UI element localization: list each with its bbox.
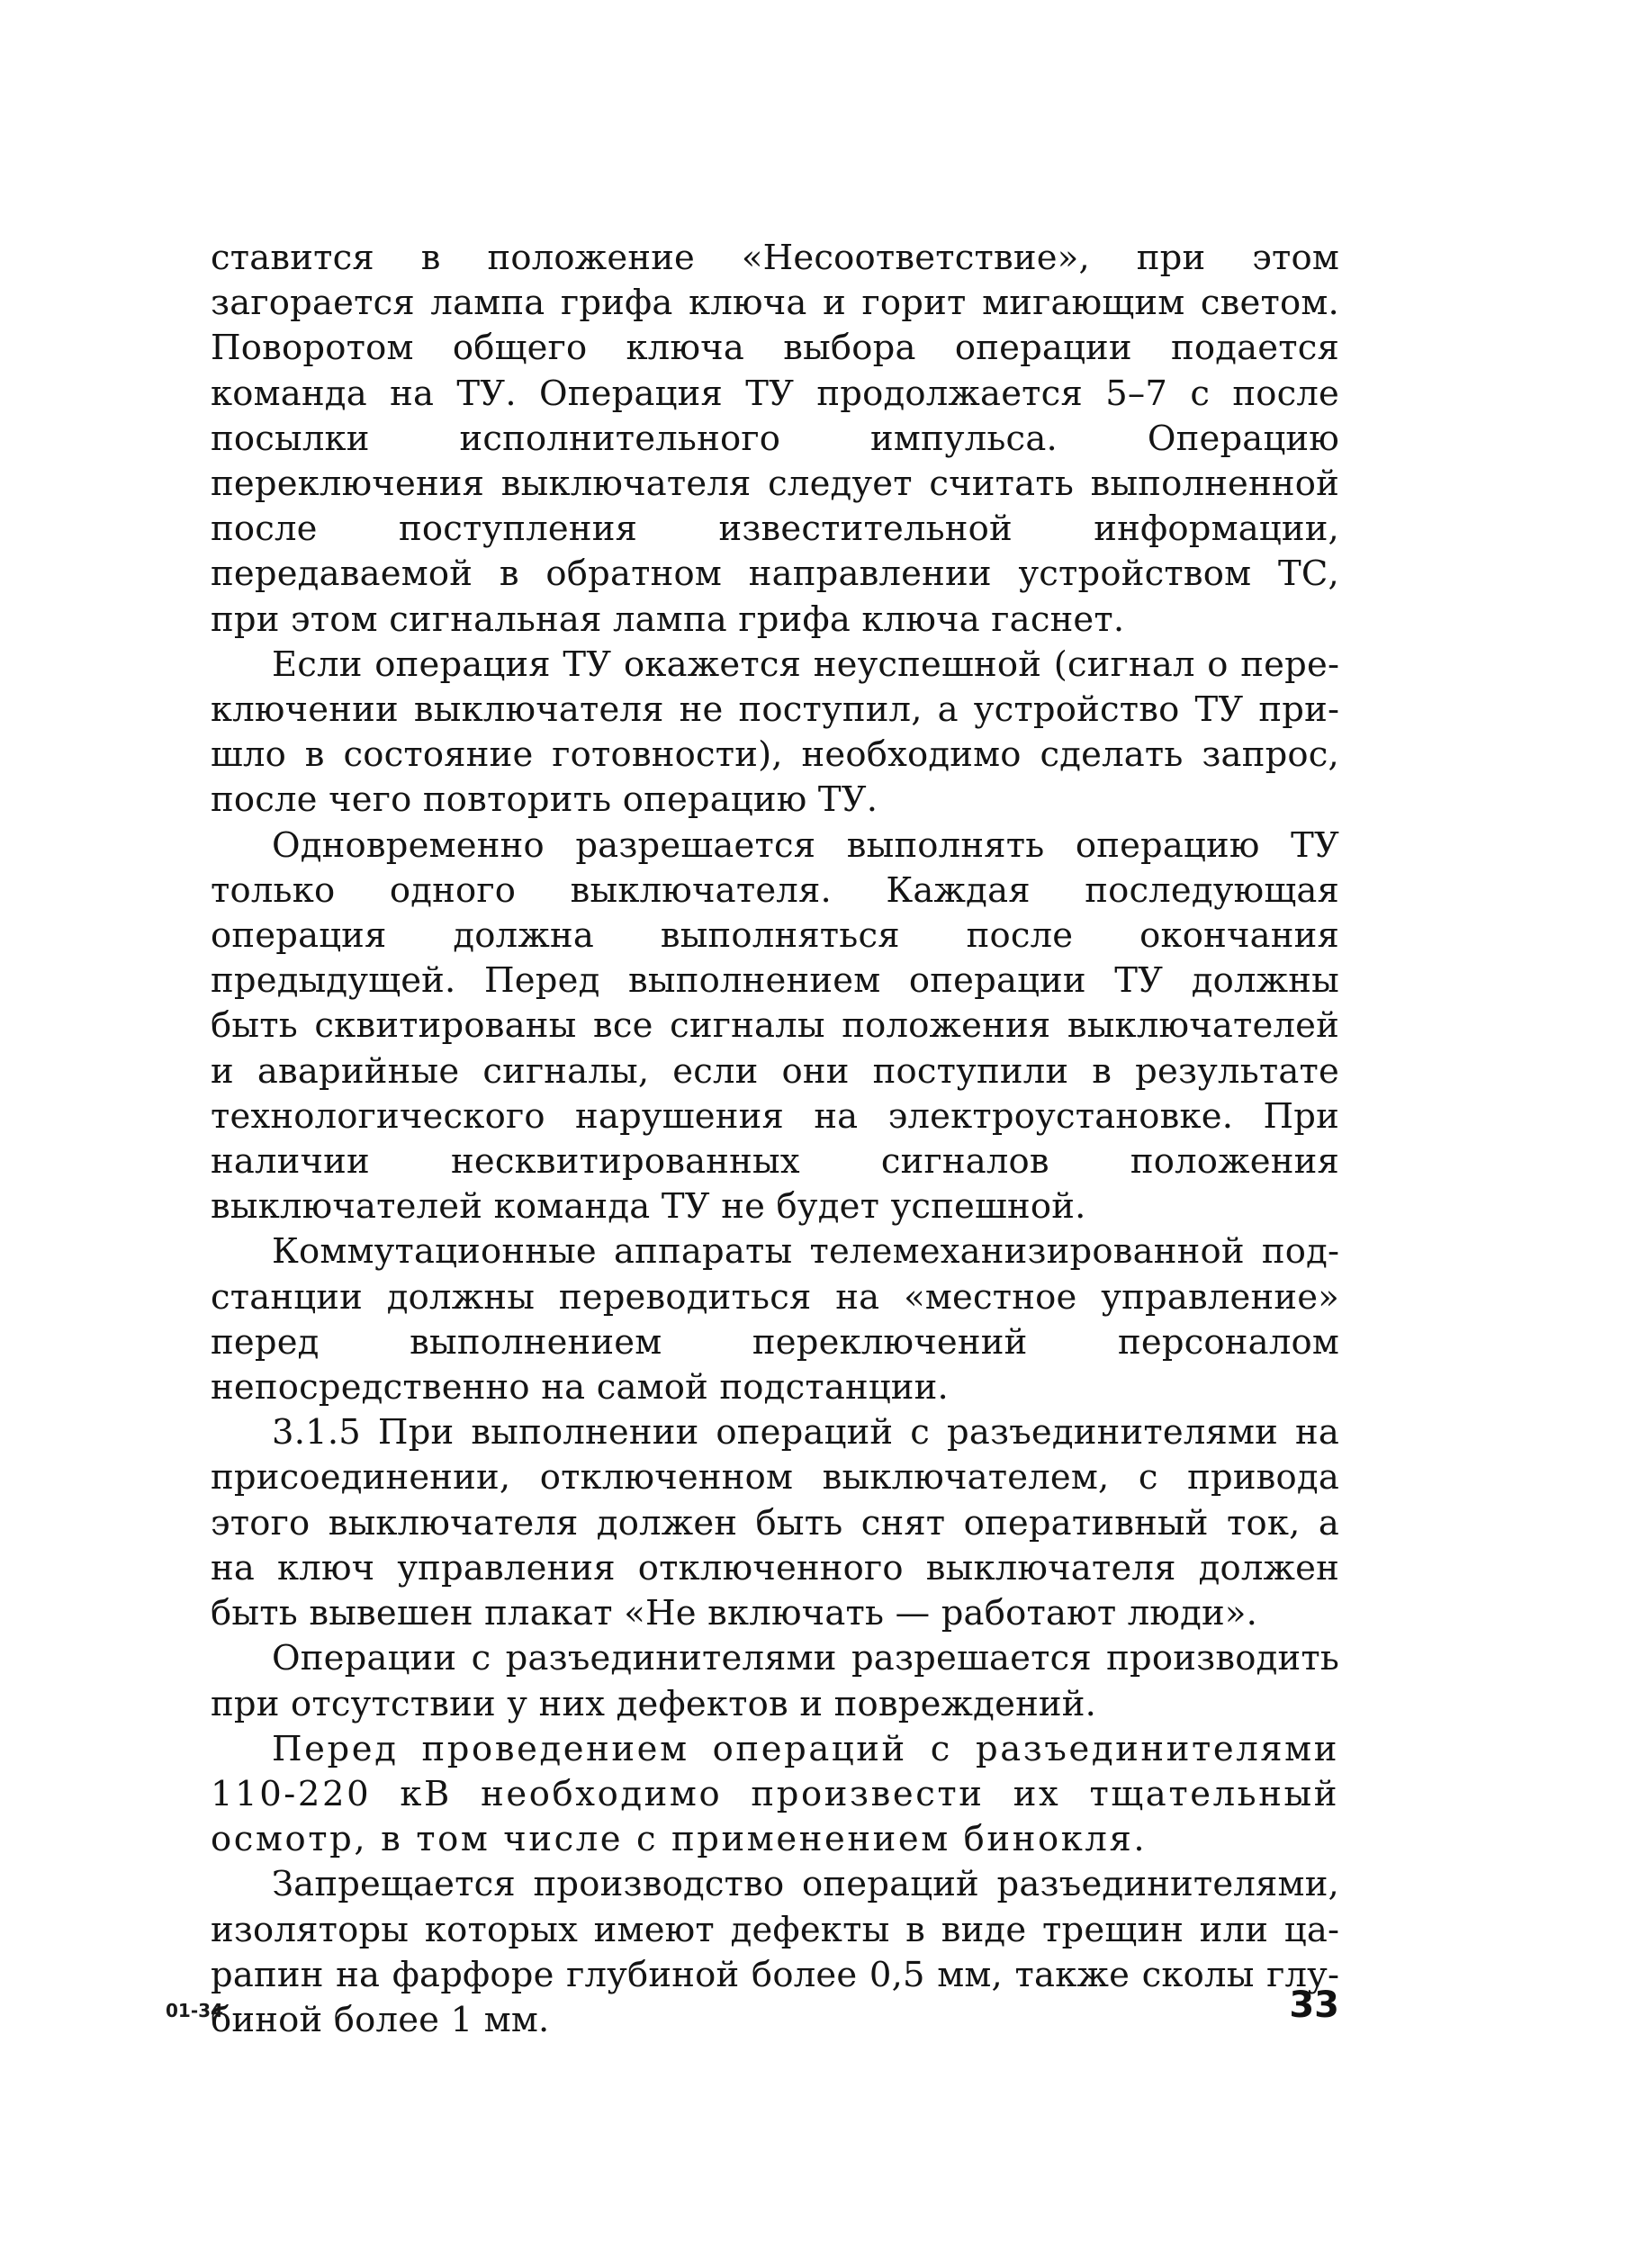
paragraph-prohibition: Запрещается производство операций разъединителями, изоляторы которых имеют дефекты в виде трещин или царапин на фарфоре глубиной более 0,5 мм, также сколы глубиной более 1 мм. xyxy=(211,1864,1339,2040)
body-text xyxy=(211,236,1339,2043)
paragraph-section-3-1-5: 3.1.5 При выполнении операций с разъединителями на присоединении, отключенном выключателем, с привода этого выключателя должен быть снят оперативный ток, а на ключ управления отключенного выключателя должен быть вывешен плакат «Не включать — работают люди». xyxy=(211,1412,1339,1634)
paragraph-disconnector-defects: Операции с разъединителями разрешается производить при отсутствии у них дефектов и повреждений. xyxy=(211,1638,1339,1724)
paragraph-local-control: Коммутационные аппараты телемеханизированной подстанции должны переводиться на «местное управление» перед выполнением переключений персоналом непосредственно на самой подстанции. xyxy=(211,1231,1339,1408)
paragraph-single-breaker: Одновременно разрешается выполнять операцию ТУ только одного выключателя. Каждая последующая операция должна выполняться после окончания предыдущей. Перед выполнением операции ТУ должны быть сквитированы все сигналы положения выключателей и аварийные сигналы, если они поступили в результате технологического нарушения на электроустановке. При наличии несквитированных сигналов положения выключателей команда ТУ не будет успешной. xyxy=(211,824,1339,1228)
page-number: 33 xyxy=(1289,1984,1339,2026)
paragraph-continuation: ставится в положение «Несоответствие», при этом загорается лампа грифа ключа и горит мигающим светом. Поворотом общего ключа выбора операции подается команда на ТУ. Операция ТУ продолжается 5–7 с после посылки исполнительного импульса. Операцию переключения выключателя следует считать выполненной после поступления известительной информации, передаваемой в обратном направлении устройством ТС, при этом сигнальная лампа грифа ключа гаснет. xyxy=(211,238,1339,640)
paragraph-inspection: Перед проведением операций с разъединителями 110-220 кВ необходимо произвести их тщательный осмотр, в том числе с применением бинокля. xyxy=(211,1728,1339,1860)
paragraph-tu-unsuccessful: Если операция ТУ окажется неуспешной (сигнал о переключении выключателя не поступил, а устройство ТУ пришло в состояние готовности), необходимо сделать запрос, после чего повторить операцию ТУ. xyxy=(211,644,1339,821)
footer-code: 01-34 xyxy=(166,2000,223,2021)
